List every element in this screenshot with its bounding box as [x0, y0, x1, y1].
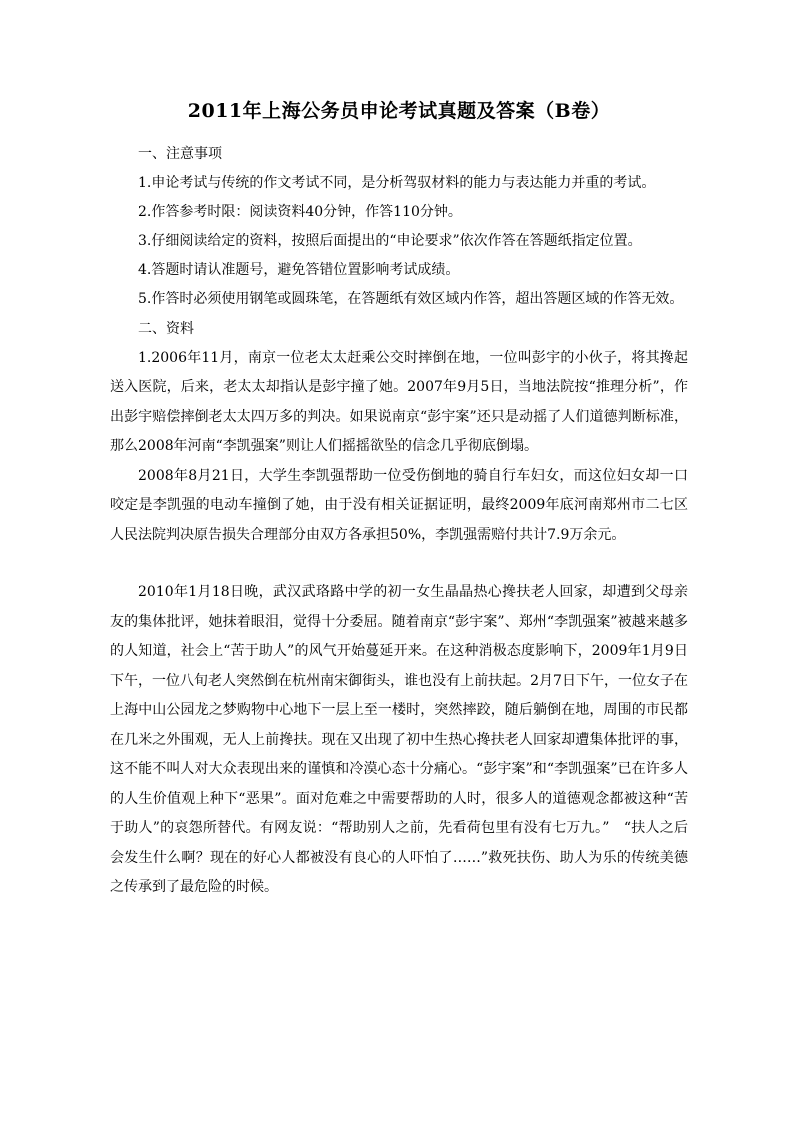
document-page — [110, 96, 688, 903]
notice-item: 5.作答时必须使用钢笔或圆珠笔，在答题纸有效区域内作答，超出答题区域的作答无效。 — [138, 291, 684, 307]
paragraph-spacer — [110, 550, 688, 578]
material-paragraph: 2008年8月21日，大学生李凯强帮助一位受伤倒地的骑自行车妇女，而这位妇女却一口咬定是李凯强的电动车撞倒了她，由于没有相关证据证明，最终2009年底河南郑州市二七区人民法院判决原告损失合理部分由双方各承担50%，李凯强需赔付共计7.9万余元。 — [110, 467, 688, 543]
notice-item: 4.答题时请认准题号，避免答错位置影响考试成绩。 — [138, 262, 460, 278]
section-heading-materials: 二、资料 — [138, 320, 194, 337]
material-paragraph: 2010年1月18日晚，武汉武珞路中学的初一女生晶晶热心搀扶老人回家，却遭到父母亲友的集体批评，她抹着眼泪，觉得十分委屈。随着南京“彭宇案”、郑州“李凯强案”被越来越多的人知道，社会上“苦于助人”的风气开始蔓延开来。在这种消极态度影响下，2009年1月9日下午，一位八旬老人突然倒在杭州南宋御街头，谁也没有上前扶起。2月7日下午，一位女子在上海中山公园龙之梦购物中心地下一层上至一楼时，突然摔跤，随后躺倒在地，周围的市民都在几米之外围观，无人上前搀扶。现在又出现了初中生热心搀扶老人回家却遭集体批评的事，这不能不叫人对大众表现出来的谨慎和冷漠心态十分痛心。“彭宇案”和“李凯强案”已在许多人的人生价值观上种下“恶果”。面对危难之中需要帮助的人时，很多人的道德观念都被这种“苦于助人”的哀怨所替代。有网友说：“帮助别人之前，先看荷包里有没有七万九。” “扶人之后会发生什么啊？现在的好心人都被没有良心的人吓怕了……”救死扶伤、助人为乐的传统美德之传承到了最危险的时候。 — [110, 584, 688, 895]
document-title: 2011年上海公务员申论考试真题及答案（B卷） — [187, 100, 611, 122]
notice-item: 2.作答参考时限：阅读资料40分钟，作答110分钟。 — [138, 204, 462, 220]
section-heading-notes: 一、注意事项 — [138, 146, 222, 162]
notice-item: 1.申论考试与传统的作文考试不同，是分析驾驭材料的能力与表达能力并重的考试。 — [138, 175, 656, 191]
material-paragraph: 1.2006年11月，南京一位老太太赶乘公交时摔倒在地，一位叫彭宇的小伙子，将其搀起送入医院，后来，老太太却指认是彭宇撞了她。2007年9月5日，当地法院按“推理分析”，作出彭宇赔偿摔倒老太太四万多的判决。如果说南京“彭宇案”还只是动摇了人们道德判断标准，那么2008年河南“李凯强案”则让人们摇摇欲坠的信念几乎彻底倒塌。 — [110, 349, 688, 454]
notice-item: 3.仔细阅读给定的资料，按照后面提出的“申论要求”依次作答在答题纸指定位置。 — [138, 233, 642, 249]
